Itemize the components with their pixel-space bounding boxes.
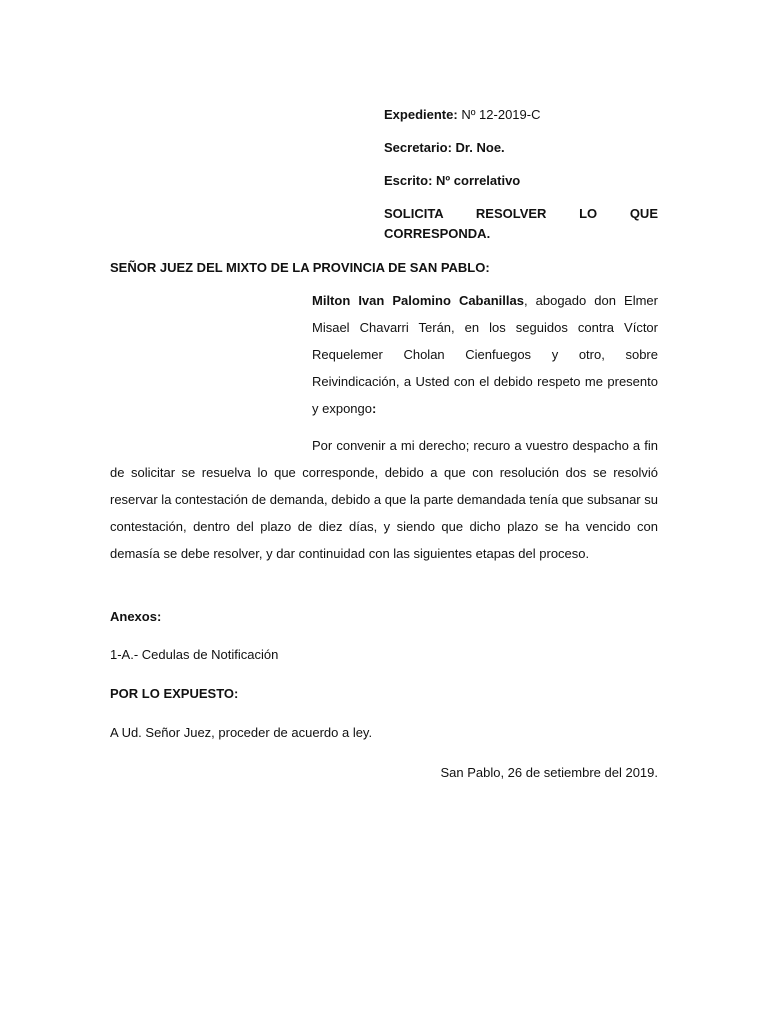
expediente-line xyxy=(384,105,658,125)
anexos-item: 1-A.- Cedulas de Notificación xyxy=(110,647,279,662)
addressee-line: SEÑOR JUEZ DEL MIXTO DE LA PROVINCIA DE SAN PABLO: xyxy=(110,260,490,275)
por-lo-expuesto-heading: POR LO EXPUESTO: xyxy=(110,686,239,701)
escrito-line xyxy=(384,171,658,191)
expediente-value: Nº 12-2019-C xyxy=(461,107,541,122)
intro-end: : xyxy=(372,401,377,416)
asunto-heading: SOLICITA RESOLVER LO QUE CORRESPONDA. xyxy=(384,206,658,241)
escrito-value: Nº correlativo xyxy=(436,173,521,188)
body-text: Por convenir a mi derecho; recuro a vuestro despacho a fin de solicitar se resuelva lo que corresponde, debido a que con resolución dos se resolvió reservar la contestación de demanda, debido a que la parte demandada tenía que subsanar su contestación, dentro del plazo de diez días, y siendo que dicho plazo se ha vencido con demasía se debe resolver, y dar continuidad con las siguientes etapas del proceso. xyxy=(110,438,658,561)
closing-request: A Ud. Señor Juez, proceder de acuerdo a ley. xyxy=(110,725,373,740)
date-line: San Pablo, 26 de setiembre del 2019. xyxy=(440,765,658,780)
anexos-heading: Anexos: xyxy=(110,609,162,624)
body-paragraph xyxy=(110,432,658,567)
intro-paragraph xyxy=(312,287,658,422)
escrito-label: Escrito: xyxy=(384,173,433,188)
secretario-label: Secretario: xyxy=(384,140,452,155)
intro-text: , abogado don Elmer Misael Chavarri Terán, en los seguidos contra Víctor Requelemer Cholan Cienfuegos y otro, sobre Reivindicación, a Usted con el debido respeto me presento y expongo xyxy=(312,293,658,416)
secretario-value: Dr. Noe. xyxy=(455,140,505,155)
secretario-line xyxy=(384,138,658,158)
expediente-label: Expediente: xyxy=(384,107,458,122)
lawyer-name: Milton Ivan Palomino Cabanillas xyxy=(312,293,524,308)
document-page xyxy=(110,0,658,1024)
